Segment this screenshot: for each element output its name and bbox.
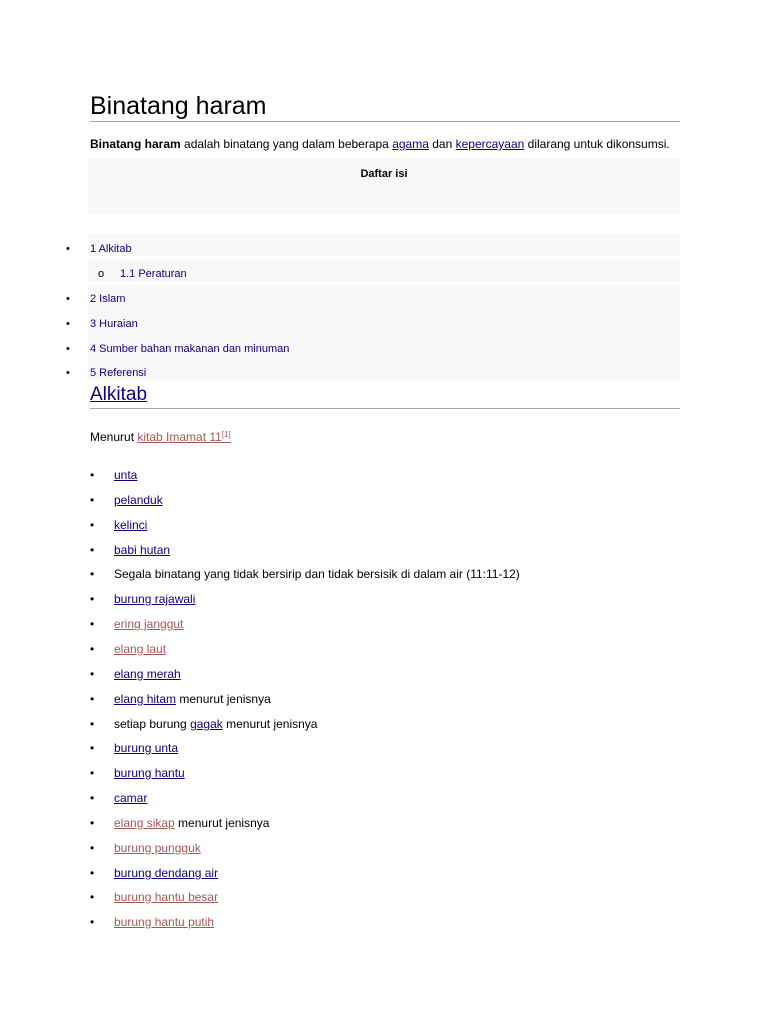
list-bullet: • bbox=[90, 816, 95, 830]
intro-text-3: dilarang untuk dikonsumsi. bbox=[524, 137, 670, 151]
toc-sub-bullet: o bbox=[98, 268, 105, 280]
list-bullet: • bbox=[90, 592, 95, 606]
list-bullet: • bbox=[90, 667, 95, 681]
section-paragraph bbox=[90, 427, 231, 445]
list-item-link[interactable]: pelanduk bbox=[114, 493, 163, 507]
list-item bbox=[90, 493, 163, 509]
list-bullet: • bbox=[90, 642, 95, 656]
intro-paragraph bbox=[90, 137, 670, 152]
list-item-link[interactable]: elang hitam bbox=[114, 692, 177, 706]
list-item bbox=[90, 642, 166, 658]
list-bullet: • bbox=[90, 567, 95, 581]
list-item-link[interactable]: burung hantu besar bbox=[114, 890, 219, 904]
list-item bbox=[90, 890, 218, 906]
list-item-link[interactable]: burung pungguk bbox=[114, 841, 201, 855]
list-item bbox=[90, 617, 183, 633]
list-item-link[interactable]: elang laut bbox=[114, 642, 167, 656]
list-item-link[interactable]: elang merah bbox=[114, 667, 181, 681]
toc-bullet: • bbox=[66, 318, 70, 330]
list-item bbox=[90, 741, 178, 757]
list-item bbox=[90, 791, 147, 807]
list-bullet: • bbox=[90, 543, 95, 557]
list-bullet: • bbox=[90, 841, 95, 855]
toc-item-link[interactable]: 3 Huraian bbox=[90, 318, 138, 330]
list-item bbox=[90, 717, 317, 733]
list-item-link[interactable]: gagak bbox=[190, 717, 223, 731]
list-bullet: • bbox=[90, 692, 95, 706]
toc-band-top bbox=[88, 234, 680, 256]
list-item bbox=[90, 866, 218, 882]
toc-item-link[interactable]: 2 Islam bbox=[90, 293, 126, 305]
toc-item-link[interactable]: 5 Referensi bbox=[90, 367, 147, 379]
list-item-link[interactable]: ering janggut bbox=[114, 617, 184, 631]
link-kitab-imamat[interactable]: kitab Imamat 11[1] bbox=[137, 430, 231, 444]
list-item-link[interactable]: kelinci bbox=[114, 518, 148, 532]
list-item bbox=[90, 468, 137, 484]
section-heading bbox=[90, 383, 680, 409]
toc-bullet: • bbox=[66, 293, 70, 305]
list-item-link[interactable]: burung hantu putih bbox=[114, 915, 215, 929]
intro-text-2: dan bbox=[428, 137, 456, 151]
list-item-text: setiap burung bbox=[114, 717, 191, 731]
list-item-link[interactable]: babi hutan bbox=[114, 543, 171, 557]
toc-band-bottom bbox=[88, 284, 680, 381]
list-bullet: • bbox=[90, 741, 95, 755]
list-item bbox=[90, 592, 195, 608]
list-item bbox=[90, 816, 269, 832]
list-bullet: • bbox=[90, 617, 95, 631]
intro-text-1: adalah binatang yang dalam beberapa bbox=[180, 137, 393, 151]
link-agama[interactable]: agama bbox=[392, 137, 429, 151]
list-item bbox=[90, 692, 271, 708]
list-bullet: • bbox=[90, 493, 95, 507]
section-heading-link[interactable]: Alkitab bbox=[90, 384, 148, 405]
toc-item-link[interactable]: 1.1 Peraturan bbox=[120, 268, 187, 280]
toc-title: Daftar isi bbox=[360, 168, 408, 180]
list-item-link[interactable]: burung unta bbox=[114, 741, 179, 755]
list-item-link[interactable]: burung dendang air bbox=[114, 866, 219, 880]
toc-bullet: • bbox=[66, 343, 70, 355]
link-kepercayaan[interactable]: kepercayaan bbox=[455, 137, 525, 151]
list-bullet: • bbox=[90, 866, 95, 880]
list-item bbox=[90, 543, 170, 559]
list-item-suffix: menurut jenisnya bbox=[176, 692, 271, 706]
list-bullet: • bbox=[90, 766, 95, 780]
list-item bbox=[90, 567, 520, 583]
list-item bbox=[90, 667, 181, 683]
list-bullet: • bbox=[90, 791, 95, 805]
toc-bullet: • bbox=[66, 243, 70, 255]
list-item-link[interactable]: camar bbox=[114, 791, 148, 805]
list-item bbox=[90, 841, 201, 857]
list-item-suffix: menurut jenisnya bbox=[174, 816, 270, 830]
toc-item-link[interactable]: 4 Sumber bahan makanan dan minuman bbox=[90, 343, 290, 355]
intro-bold-term: Binatang haram bbox=[90, 137, 181, 151]
list-item-link[interactable]: unta bbox=[114, 468, 138, 482]
list-item-suffix: menurut jenisnya bbox=[222, 717, 318, 731]
list-item-link[interactable]: burung rajawali bbox=[114, 592, 196, 606]
list-bullet: • bbox=[90, 890, 95, 904]
toc-bullet: • bbox=[66, 367, 70, 379]
list-item bbox=[90, 915, 214, 931]
list-bullet: • bbox=[90, 468, 95, 482]
list-item-text: Segala binatang yang tidak bersirip dan tidak bersisik di dalam air (11:11-12) bbox=[114, 567, 520, 581]
reference-marker[interactable]: [1] bbox=[221, 430, 231, 439]
list-bullet: • bbox=[90, 915, 95, 929]
list-item bbox=[90, 518, 147, 534]
toc-item-link[interactable]: 1 Alkitab bbox=[90, 243, 132, 255]
list-item-link[interactable]: elang sikap bbox=[114, 816, 175, 830]
list-item-link[interactable]: burung hantu bbox=[114, 766, 185, 780]
paragraph-prefix: Menurut bbox=[90, 430, 138, 444]
list-item bbox=[90, 766, 185, 782]
list-bullet: • bbox=[90, 518, 95, 532]
list-bullet: • bbox=[90, 717, 95, 731]
page-title: Binatang haram bbox=[90, 92, 680, 122]
